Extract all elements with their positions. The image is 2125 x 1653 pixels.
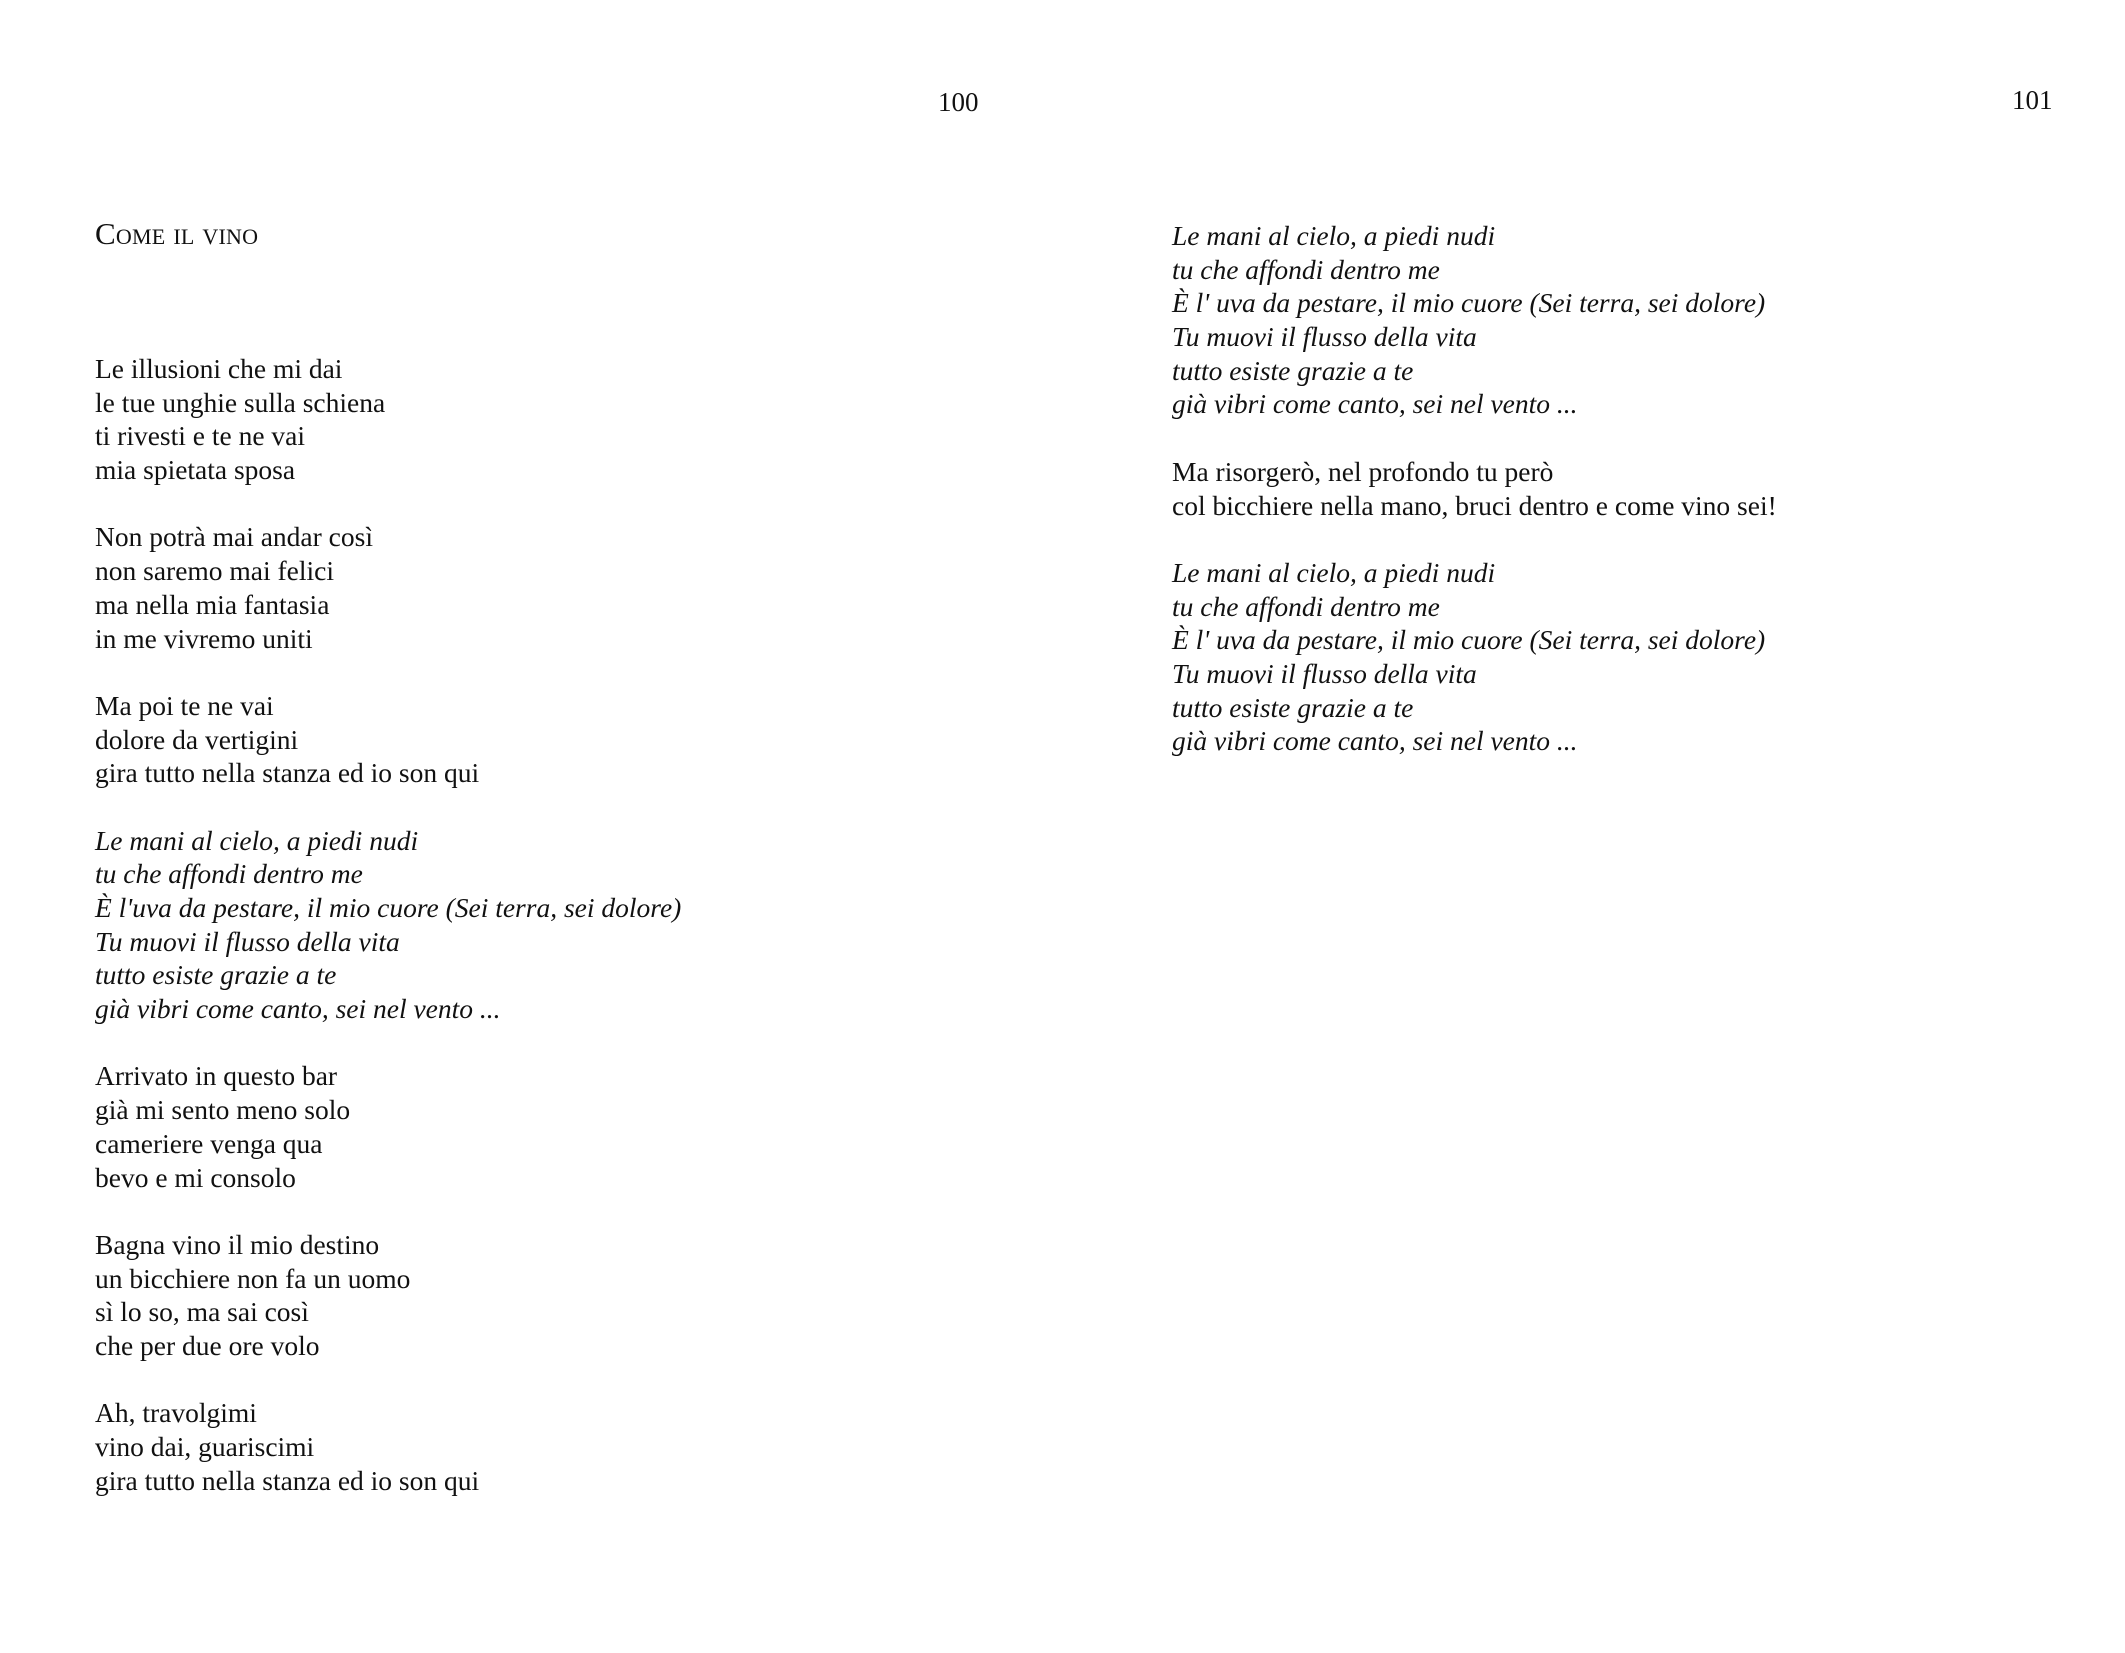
lyric-line: tutto esiste grazie a te — [95, 959, 337, 991]
lyric-line: già vibri come canto, sei nel vento ... — [95, 993, 501, 1025]
lyric-line: Tu muovi il flusso della vita — [1172, 321, 1477, 353]
lyric-line: ma nella mia fantasia — [95, 588, 330, 620]
lyric-line: dolore da vertigini — [95, 723, 299, 755]
lyric-line: in me vivremo uniti — [95, 622, 313, 654]
lyric-line: ti rivesti e te ne vai — [95, 420, 305, 452]
lyric-line: le tue unghie sulla schiena — [95, 386, 386, 418]
chorus-stanza — [1172, 219, 1777, 421]
lyric-line: vino dai, guariscimi — [95, 1431, 315, 1462]
lyric-line: gira tutto nella stanza ed io son qui — [95, 1464, 480, 1496]
lyric-line: Arrivato in questo bar — [95, 1060, 338, 1092]
verse-stanza — [1172, 455, 1777, 522]
lyric-line: sì lo so, ma sai così — [95, 1296, 309, 1328]
verse-stanza — [95, 1396, 681, 1497]
lyric-line: Bagna vino il mio destino — [95, 1228, 380, 1260]
chorus-stanza — [1172, 556, 1777, 758]
verse-stanza — [95, 1059, 681, 1194]
lyric-line: già mi sento meno solo — [95, 1094, 351, 1126]
lyric-line: bevo e mi consolo — [95, 1161, 296, 1193]
lyric-line: Le illusioni che mi dai — [95, 353, 343, 384]
poem-title: Come il vino — [95, 216, 259, 251]
lyric-line: Ma risorgerò, nel profondo tu però — [1172, 455, 1554, 487]
lyric-line: che per due ore volo — [95, 1329, 320, 1361]
page-number-left: 100 — [938, 87, 979, 117]
lyric-line: Ah, travolgimi — [95, 1397, 257, 1429]
lyric-line: col bicchiere nella mano, bruci dentro e come vino sei! — [1172, 489, 1777, 521]
lyric-line: tutto esiste grazie a te — [1172, 354, 1414, 386]
lyric-line: È l' uva da pestare, il mio cuore (Sei terra, sei dolore) — [1172, 624, 1766, 656]
lyric-line: un bicchiere non fa un uomo — [95, 1262, 411, 1294]
lyric-line: non saremo mai felici — [95, 555, 335, 587]
verse-stanza — [95, 352, 681, 487]
verse-stanza — [95, 1228, 681, 1363]
lyric-line: È l'uva da pestare, il mio cuore (Sei terra, sei dolore) — [95, 892, 682, 923]
lyric-line: Le mani al cielo, a piedi nudi — [1172, 220, 1496, 251]
lyric-line: già vibri come canto, sei nel vento ... — [1172, 388, 1578, 420]
right-column — [1172, 219, 1777, 792]
lyric-line: già vibri come canto, sei nel vento ... — [1172, 725, 1578, 757]
lyric-line: gira tutto nella stanza ed io son qui — [95, 757, 480, 789]
chorus-stanza — [95, 824, 681, 1026]
lyric-line: tu che affondi dentro me — [95, 858, 363, 890]
left-column — [95, 352, 681, 1531]
lyric-line: cameriere venga qua — [95, 1127, 323, 1159]
lyric-line: È l' uva da pestare, il mio cuore (Sei terra, sei dolore) — [1172, 287, 1766, 319]
lyric-line: Ma poi te ne vai — [95, 689, 274, 721]
lyric-line: tu che affondi dentro me — [1172, 253, 1440, 285]
lyric-line: Tu muovi il flusso della vita — [1172, 657, 1477, 689]
lyric-line: Non potrà mai andar così — [95, 521, 373, 553]
lyric-line: tutto esiste grazie a te — [1172, 691, 1414, 723]
page-number-right: 101 — [2012, 85, 2053, 115]
lyric-line: tu che affondi dentro me — [1172, 590, 1440, 622]
verse-stanza — [95, 689, 681, 790]
lyric-line: Le mani al cielo, a piedi nudi — [1172, 556, 1496, 588]
lyric-line: Tu muovi il flusso della vita — [95, 925, 400, 957]
verse-stanza — [95, 520, 681, 655]
lyric-line: mia spietata sposa — [95, 454, 296, 486]
lyric-line: Le mani al cielo, a piedi nudi — [95, 824, 419, 856]
